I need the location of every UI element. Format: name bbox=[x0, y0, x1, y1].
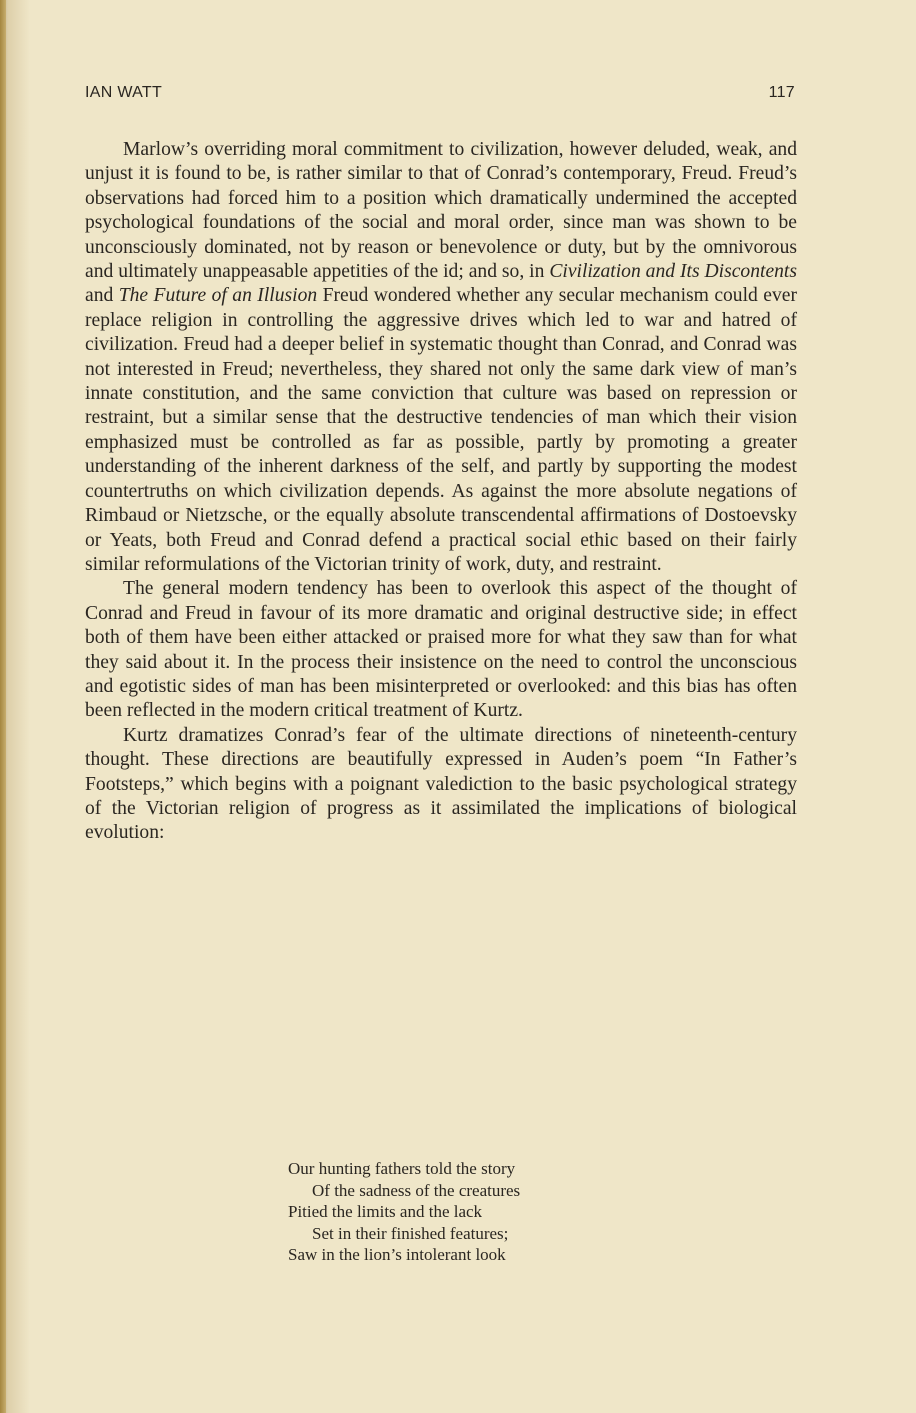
running-header-author: IAN WATT bbox=[85, 84, 163, 101]
paragraph-1 bbox=[85, 138, 797, 577]
poem-line-3: Pitied the limits and the lack bbox=[288, 1202, 483, 1221]
paragraph-2: The general modern tendency has been to overlook this aspect of the thought of Conrad and Freud in favour of its more dramatic and original destructive side; in effect both of them have been either attacked or praised more for what they saw than for what they said about it. In the process their insistence on the need to control the unconscious and egotistic sides of man has been misinterpreted or overlooked: and this bias has often been reflected in the modern critical treatment of Kurtz. bbox=[85, 578, 797, 722]
page-number: 117 bbox=[768, 84, 795, 101]
poem-line-1: Our hunting fathers told the story bbox=[288, 1159, 516, 1178]
paragraph-3: Kurtz dramatizes Conrad’s fear of the ultimate directions of nineteenth-century thought. These directions are beautifully expressed in Auden’s poem “In Father’s Footsteps,” which begins with a poignant valediction to the basic psychological strategy of the Victorian religion of progress as it assimilated the implications of biological evolution: bbox=[85, 724, 797, 844]
page-binding-edge bbox=[0, 0, 6, 1413]
poem-quotation bbox=[288, 1158, 688, 1266]
paragraph-1-text-c: Freud wondered whether any secular mechanism could ever replace religion in controlling the aggressive drives which led to war and hatred of civilization. Freud had a deeper belief in systematic thought than Conrad, and Conrad was not interested in Freud; nevertheless, they shared not only the same dark view of man’s innate constitution, and the same conviction that culture was based on repression or restraint, but a similar sense that the destructive tendencies of man which their vision emphasized must be controlled as far as possible, partly by promoting a greater understanding of the inherent darkness of the self, and partly by supporting the modest countertruths on which civilization depends. As against the more absolute negations of Rimbaud or Nietzsche, or the equally absolute transcendental affirmations of Dostoevsky or Yeats, both Freud and Conrad defend a practical social ethic based on their fairly similar reformulations of the Victorian trinity of work, duty, and restraint. bbox=[85, 285, 797, 575]
book-title-civilization: Civilization and Its Discontents bbox=[549, 261, 798, 283]
poem-line-2: Of the sadness of the creatures bbox=[312, 1180, 521, 1200]
paragraph-1-text-b: and bbox=[85, 285, 119, 307]
paragraph-1-text-a: Marlow’s overriding moral commitment to civilization, however deluded, weak, and unjust it is found to be, is rather similar to that of Conrad’s contemporary, Freud. Freud’s observations had forced him to a position which dramatically undermined the accepted psychological foundations of the social and moral order, since man was shown to be unconsciously dominated, not by reason or benevolence or duty, but by the omnivorous and ultimately unappeasable appetities of the id; and so, in bbox=[85, 139, 797, 283]
poem-line-5: Saw in the lion’s intolerant look bbox=[288, 1245, 506, 1264]
book-title-future-of-illusion: The Future of an Illusion bbox=[118, 285, 318, 307]
running-header bbox=[85, 84, 795, 106]
body-text bbox=[85, 138, 797, 846]
poem-line-4: Set in their finished features; bbox=[312, 1223, 509, 1243]
